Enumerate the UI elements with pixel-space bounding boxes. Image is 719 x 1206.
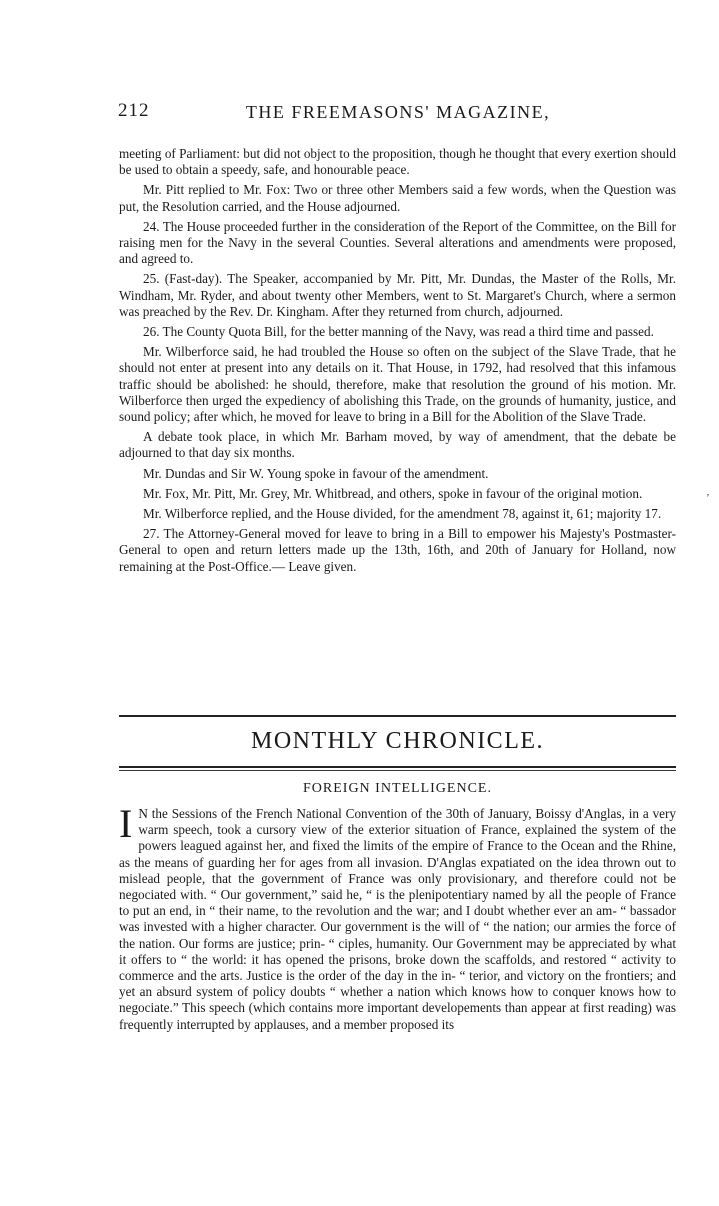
paragraph: Mr. Wilberforce replied, and the House divided, for the amendment 78, against it, 61; majority 17.	[143, 506, 662, 522]
running-title: THE FREEMASONS' MAGAZINE,	[245, 102, 551, 122]
paragraph: Mr. Pitt replied to Mr. Fox: Two or three other Members said a few words, when the Question was put, the Resolution carried, and the House adjourned.	[119, 182, 676, 214]
section-rule-bottom	[119, 766, 676, 771]
paragraph: Mr. Fox, Mr. Pitt, Mr. Grey, Mr. Whitbread, and others, spoke in favour of the original motion.	[143, 485, 643, 501]
paragraph: Mr. Dundas and Sir W. Young spoke in favour of the amendment.	[143, 465, 489, 481]
paragraph: N the Sessions of the French National Convention of the 30th of January, Boissy d'Anglas, in a very warm speech, took a cursory view of the exterior situation of France, explained the system of the powers leagued against her, and fixed the limits of the empire of France to the Ocean and the Rhine, as the means of guarding her for ages from all invasion. D'Anglas expatiated on the idea thrown out to mislead people, that the government of France was only provisionary, and therefore could not be negociated with. “ Our government,” said he, “ is the plenipotentiary named by all the people of France to put an end, in “ their name, to the revolution and the war; and I doubt whether ever an am- “ bassador was invested with a higher character. Our government is the will of “ the nation; our armies the force of the nation. Our forms are justice; prin- “ ciples, humanity. Our Government may be appreciated by what it offers to “ the world: it has opened the prisons, broke down the scaffolds, and restored “ activity to commerce and the arts. Justice is the order of the day in the in- “ terior, and victory on the frontiers; and yet an absurd system of policy doubts “ whether a nation which knows how to conquer knows how to negociate.” This speech (which contains more important developements than appear at first reading) was frequently interrupted by applauses, and a member proposed its	[119, 806, 676, 1032]
section-title: MONTHLY CHRONICLE.	[250, 728, 545, 754]
paragraph: Mr. Wilberforce said, he had troubled the House so often on the subject of the Slave Trade, that he should not enter at present into any details on it. That House, in 1792, had resolved that this infamous traffic should be abolished: he should, therefore, make that resolution the ground of his motion. Mr. Wilberforce then urged the expediency of abolishing this Trade, on the grounds of humanity, justice, and sound policy; after which, he moved for leave to bring in a Bill for the Abolition of the Slave Trade.	[119, 344, 676, 425]
drop-cap: I	[119, 801, 133, 846]
paragraph: 25. (Fast-day). The Speaker, accompanied by Mr. Pitt, Mr. Dundas, the Master of the Rolls, Mr. Windham, Mr. Ryder, and about twenty other Members, went to St. Margaret's Church, where a sermon was preached by the Rev. Dr. Kingham. After they returned from church, adjourned.	[119, 271, 676, 319]
paragraph: 26. The County Quota Bill, for the better manning of the Navy, was read a third time and passed.	[143, 324, 654, 340]
paragraph: 24. The House proceeded further in the consideration of the Report of the Committee, on the Bill for raising men for the Navy in the several Counties. Several alterations and amendments were proposed, and agreed to.	[119, 218, 676, 267]
margin-mark: ’	[706, 492, 710, 504]
paragraph: 27. The Attorney-General moved for leave to bring in a Bill to empower his Majesty's Postmaster-General to open and return letters made up the 13th, 16th, and 20th of January for Holland, now remaining at the Post-Office.— Leave given.	[119, 526, 676, 574]
subheading: FOREIGN INTELLIGENCE.	[303, 781, 492, 796]
foreign-intelligence-text	[119, 801, 676, 1033]
parliament-proceedings	[119, 146, 676, 575]
paragraph: A debate took place, in which Mr. Barham moved, by way of amendment, that the debate be adjourned to that day six months.	[119, 429, 676, 461]
page-number: 212	[118, 100, 150, 121]
section-rule-top	[119, 715, 676, 717]
page-header	[118, 100, 678, 130]
paragraph: meeting of Parliament: but did not object to the proposition, though he thought that every exertion should be used to obtain a speedy, safe, and honourable peace.	[119, 146, 676, 178]
